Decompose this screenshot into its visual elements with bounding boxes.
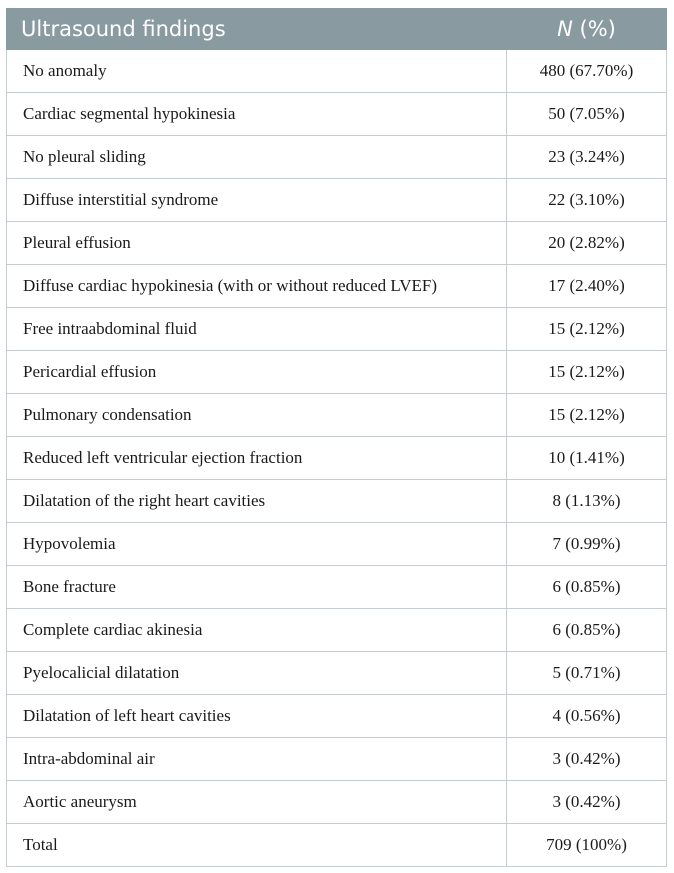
value-cell: 6 (0.85%) [507, 566, 667, 609]
finding-cell: Pericardial effusion [7, 351, 507, 394]
findings-table-container [6, 8, 666, 867]
table-row [7, 394, 667, 437]
table-row [7, 695, 667, 738]
table-row [7, 652, 667, 695]
finding-cell: No anomaly [7, 50, 507, 93]
finding-cell: Dilatation of left heart cavities [7, 695, 507, 738]
finding-cell: Pyelocalicial dilatation [7, 652, 507, 695]
value-cell: 10 (1.41%) [507, 437, 667, 480]
header-percent: (%) [572, 17, 616, 41]
table-row [7, 265, 667, 308]
value-cell: 6 (0.85%) [507, 609, 667, 652]
table-row [7, 50, 667, 93]
value-cell: 20 (2.82%) [507, 222, 667, 265]
header-n: N [557, 17, 573, 41]
finding-cell: Dilatation of the right heart cavities [7, 480, 507, 523]
table-row [7, 351, 667, 394]
finding-cell: No pleural sliding [7, 136, 507, 179]
table-header [7, 9, 667, 50]
finding-cell: Pulmonary condensation [7, 394, 507, 437]
finding-cell: Intra-abdominal air [7, 738, 507, 781]
table-row [7, 566, 667, 609]
finding-cell: Cardiac segmental hypokinesia [7, 93, 507, 136]
table-row [7, 437, 667, 480]
finding-cell: Bone fracture [7, 566, 507, 609]
finding-cell: Diffuse cardiac hypokinesia (with or without reduced LVEF) [7, 265, 507, 308]
header-count-percent [507, 9, 667, 50]
value-cell: 7 (0.99%) [507, 523, 667, 566]
value-cell: 480 (67.70%) [507, 50, 667, 93]
finding-cell: Free intraabdominal fluid [7, 308, 507, 351]
value-cell: 4 (0.56%) [507, 695, 667, 738]
header-findings: Ultrasound findings [7, 9, 507, 50]
value-cell: 50 (7.05%) [507, 93, 667, 136]
findings-table [6, 8, 667, 867]
value-cell: 5 (0.71%) [507, 652, 667, 695]
header-row [7, 9, 667, 50]
value-cell: 22 (3.10%) [507, 179, 667, 222]
value-cell: 8 (1.13%) [507, 480, 667, 523]
table-row [7, 93, 667, 136]
finding-cell: Reduced left ventricular ejection fraction [7, 437, 507, 480]
table-row [7, 781, 667, 824]
total-row [7, 824, 667, 867]
value-cell: 3 (0.42%) [507, 738, 667, 781]
value-cell: 3 (0.42%) [507, 781, 667, 824]
value-cell: 17 (2.40%) [507, 265, 667, 308]
table-row [7, 179, 667, 222]
table-row [7, 308, 667, 351]
table-row [7, 738, 667, 781]
table-row [7, 480, 667, 523]
finding-cell: Complete cardiac akinesia [7, 609, 507, 652]
finding-cell: Aortic aneurysm [7, 781, 507, 824]
table-row [7, 609, 667, 652]
total-value-cell: 709 (100%) [507, 824, 667, 867]
table-body [7, 50, 667, 867]
value-cell: 15 (2.12%) [507, 351, 667, 394]
value-cell: 15 (2.12%) [507, 308, 667, 351]
finding-cell: Diffuse interstitial syndrome [7, 179, 507, 222]
finding-cell: Pleural effusion [7, 222, 507, 265]
table-row [7, 136, 667, 179]
total-label-cell: Total [7, 824, 507, 867]
table-row [7, 222, 667, 265]
value-cell: 23 (3.24%) [507, 136, 667, 179]
value-cell: 15 (2.12%) [507, 394, 667, 437]
finding-cell: Hypovolemia [7, 523, 507, 566]
table-row [7, 523, 667, 566]
